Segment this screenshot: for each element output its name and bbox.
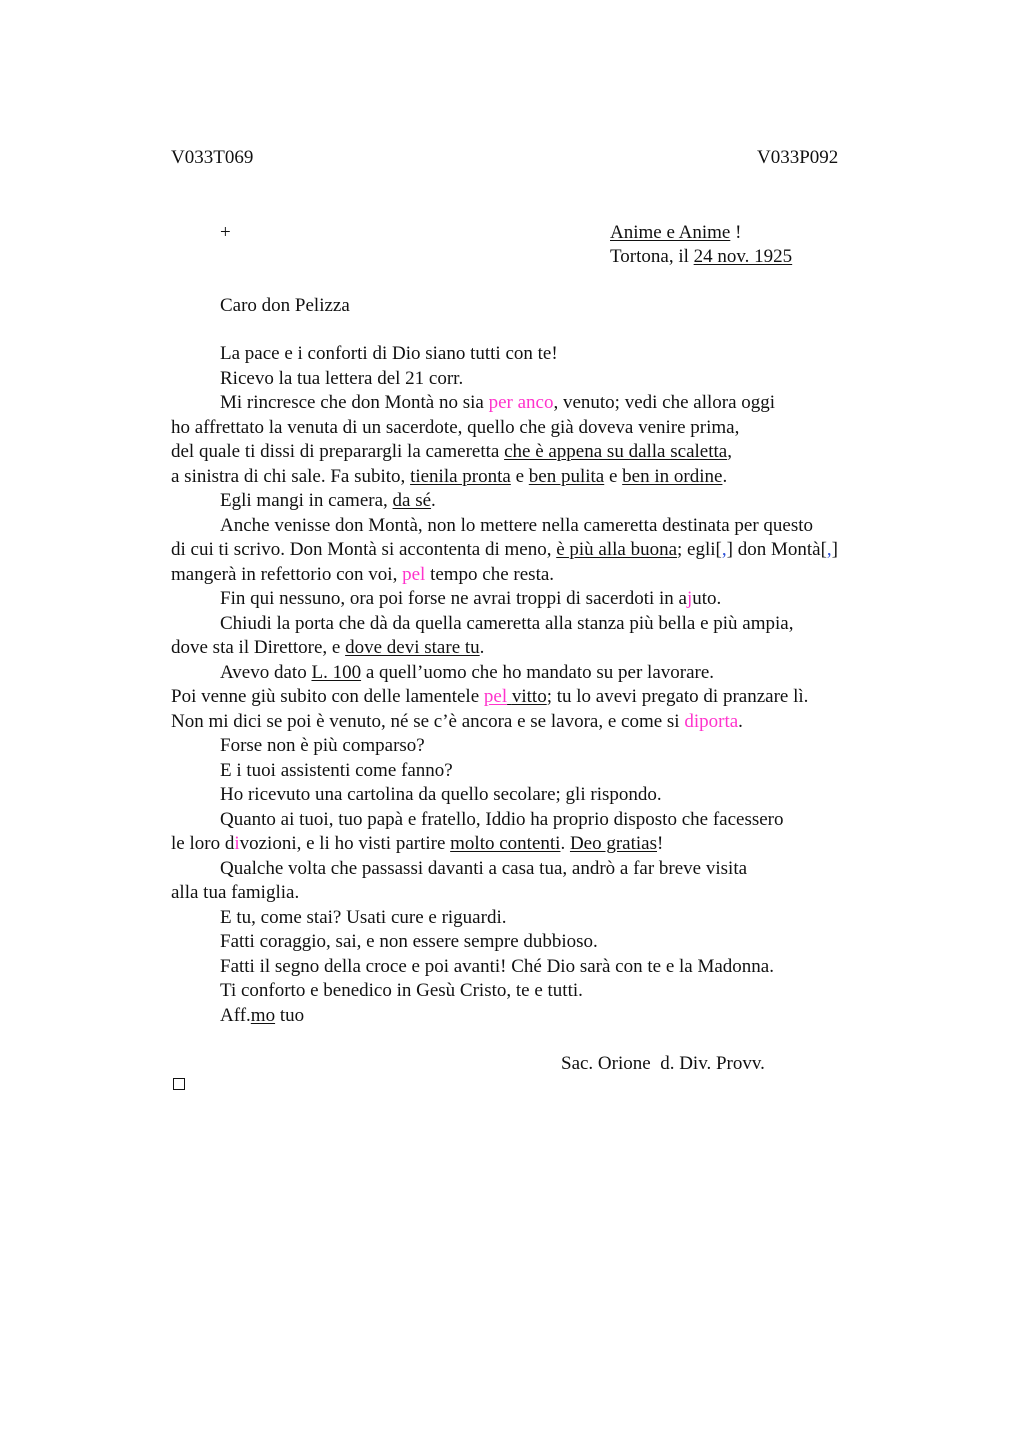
body-line-13	[171, 636, 931, 661]
editorial-comma: ,	[721, 539, 727, 560]
text-segment: tempo che resta.	[425, 563, 555, 585]
text-segment: uto.	[692, 588, 722, 609]
text-segment: Fin qui nessuno, ora poi forse ne avrai troppi di sacerdoti in a	[220, 588, 687, 609]
highlight-segment: pel	[483, 686, 508, 707]
body-line-3	[171, 391, 931, 416]
body-line-6	[171, 465, 931, 490]
underlined-segment: molto contenti	[450, 833, 561, 854]
text-segment: .	[738, 710, 743, 732]
body-line-21	[171, 832, 931, 857]
dateline-date: 24 nov. 1925	[693, 246, 793, 267]
underlined-segment: vitto	[511, 686, 547, 707]
underlined-segment: ben pulita	[528, 465, 605, 487]
text-segment: .	[479, 637, 485, 658]
underlined-segment: Deo gratias	[569, 833, 658, 854]
text-segment: del quale ti dissi di preparargli la cameretta	[171, 441, 505, 462]
body-line-2: Ricevo la tua lettera del 21 corr.	[220, 367, 464, 389]
highlight-segment: pel	[402, 563, 426, 585]
text-segment: .	[431, 490, 436, 511]
motto-suffix: !	[730, 222, 742, 243]
body-line-8: Anche venisse don Montà, non lo mettere nella cameretta destinata per questo	[220, 514, 814, 536]
body-line-19: Ho ricevuto una cartolina da quello secolare; gli rispondo.	[220, 784, 662, 805]
body-line-12: Chiudi la porta che dà da quella cameretta alla stanza più bella e più ampia,	[220, 612, 794, 634]
salutation: Caro don Pelizza	[220, 295, 350, 316]
text-segment: a sinistra di chi sale. Fa subito,	[171, 465, 411, 487]
text-segment: ]	[831, 539, 838, 560]
end-square-icon	[173, 1078, 185, 1090]
header-right-code: V033P092	[757, 147, 839, 168]
header-left-code: V033T069	[171, 147, 254, 168]
highlight-segment: per anco	[488, 392, 554, 413]
underlined-segment: L. 100	[311, 661, 362, 683]
text-segment: ; tu lo avevi pregato di pranzare lì.	[546, 686, 809, 707]
body-line-20: Quanto ai tuoi, tuo papà e fratello, Iddio ha proprio disposto che facessero	[220, 808, 784, 830]
editorial-comma: ,	[826, 539, 832, 560]
body-line-7	[171, 489, 931, 514]
text-segment: ] don Montà[	[726, 539, 827, 560]
body-line-23: alla tua famiglia.	[171, 882, 300, 903]
body-line-27: Ti conforto e benedico in Gesù Cristo, te e tutti.	[220, 980, 583, 1001]
underlined-segment: tienila pronta	[410, 465, 511, 487]
highlight-segment: diporta	[684, 710, 739, 732]
body-line-22: Qualche volta che passassi davanti a casa tua, andrò a far breve visita	[220, 857, 748, 879]
text-segment: Poi venne giù subito con delle lamentele	[171, 686, 484, 707]
text-segment: Aff.	[220, 1004, 251, 1026]
body-line-4: ho affrettato la venuta di un sacerdote, quello che già doveva venire prima,	[171, 416, 740, 438]
underlined-segment: ben in ordine	[622, 465, 723, 487]
motto-text: Anime e Anime	[610, 222, 731, 243]
text-segment: , venuto; vedi che allora oggi	[553, 392, 776, 413]
text-segment: e	[510, 465, 529, 487]
body-line-16	[171, 710, 931, 735]
body-line-10	[171, 563, 931, 588]
signature: Sac. Orione d. Div. Provv.	[561, 1053, 765, 1074]
text-segment: vozioni, e li ho visti partire	[239, 833, 451, 854]
text-segment: .	[560, 833, 570, 854]
text-segment: e	[604, 465, 623, 487]
text-segment: Egli mangi in camera,	[220, 490, 393, 511]
text-segment: di cui ti scrivo. Don Montà si accontenta di meno,	[171, 539, 557, 560]
body-line-26: Fatti il segno della croce e poi avanti! Ché Dio sarà con te e la Madonna.	[220, 955, 774, 977]
body-line-9	[171, 538, 931, 563]
body-line-25: Fatti coraggio, sai, e non essere sempre dubbioso.	[220, 931, 598, 952]
underlined-segment: dove devi stare tu	[345, 637, 480, 658]
letter-body	[171, 342, 931, 1028]
text-segment: ; egli[	[677, 539, 722, 560]
text-segment: Mi rincresce che don Montà no sia	[220, 392, 489, 413]
body-line-17: Forse non è più comparso?	[220, 735, 425, 756]
body-line-1: La pace e i conforti di Dio siano tutti con te!	[220, 343, 558, 364]
text-segment: .	[722, 465, 728, 487]
underlined-segment: da sé	[392, 490, 432, 511]
text-segment: Avevo dato	[220, 661, 312, 683]
text-segment: !	[657, 833, 664, 854]
text-segment: tuo	[275, 1004, 305, 1026]
underlined-segment: mo	[250, 1004, 276, 1026]
body-line-18: E i tuoi assistenti come fanno?	[220, 759, 453, 781]
body-line-28	[171, 1004, 931, 1029]
body-line-5	[171, 440, 931, 465]
highlight-segment: i	[234, 833, 240, 854]
text-segment: a quell’uomo che ho mandato su per lavorare.	[361, 661, 715, 683]
body-line-14	[171, 661, 931, 686]
text-segment: mangerà in refettorio con voi,	[171, 563, 403, 585]
text-segment: Non mi dici se poi è venuto, né se c’è ancora e se lavora, e come si	[171, 710, 685, 732]
underlined-segment: che è appena su dalla scaletta	[504, 441, 728, 462]
body-line-24: E tu, come stai? Usati cure e riguardi.	[220, 906, 507, 928]
cross-mark: +	[220, 222, 231, 243]
text-segment: ,	[727, 441, 732, 462]
text-segment: le loro d	[171, 833, 235, 854]
dateline-prefix: Tortona, il	[610, 246, 694, 267]
text-segment: dove sta il Direttore, e	[171, 637, 346, 658]
underlined-segment: è più alla buona	[556, 539, 678, 560]
highlight-segment: j	[686, 588, 693, 609]
motto	[610, 221, 741, 245]
body-line-15	[171, 685, 931, 710]
body-line-11	[171, 587, 931, 612]
dateline	[610, 245, 792, 269]
